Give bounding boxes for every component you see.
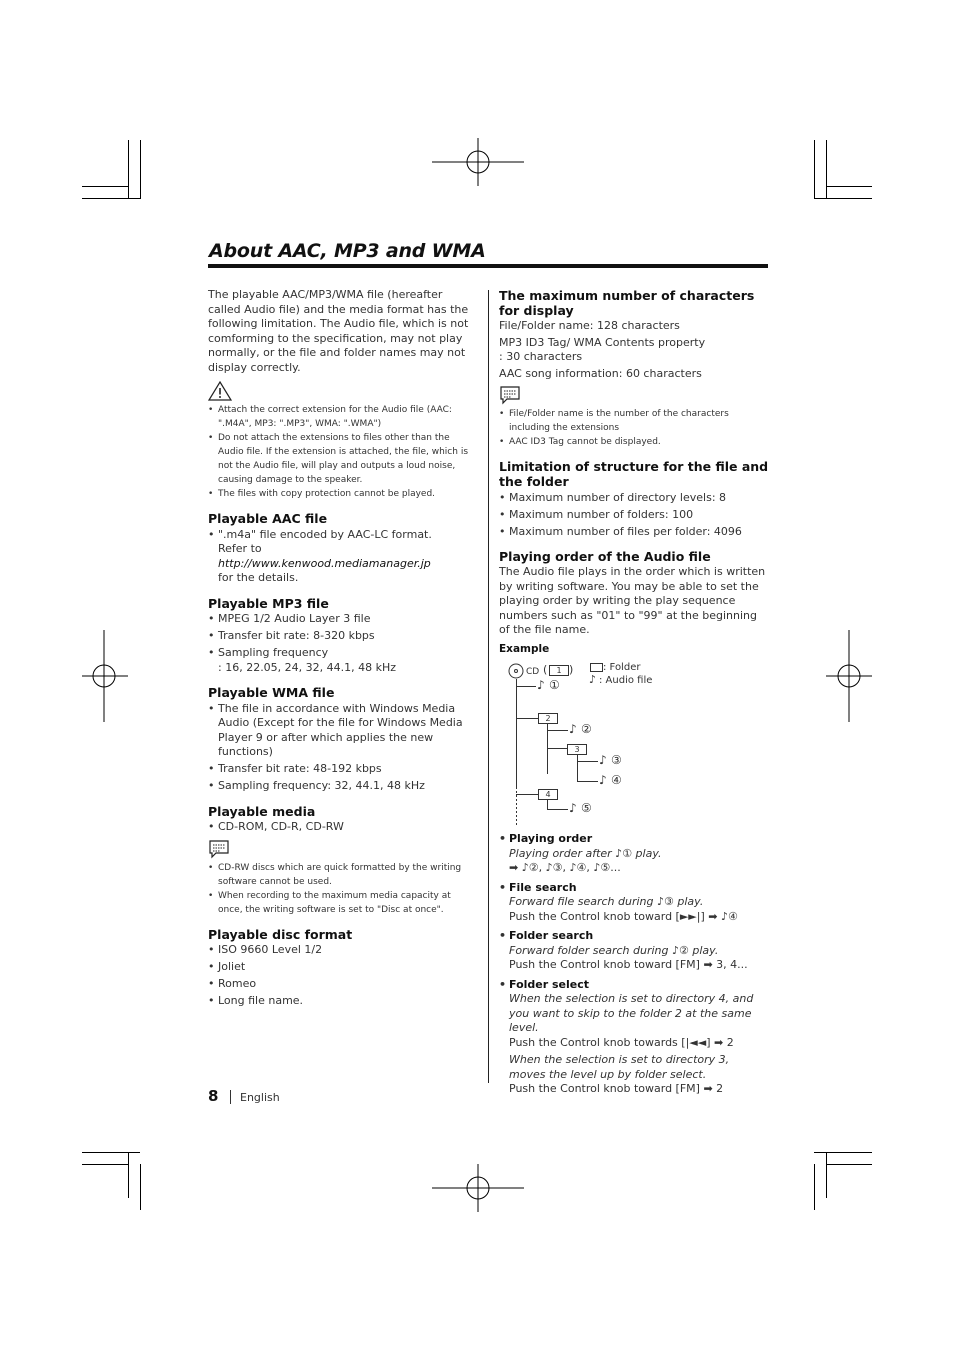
list-item: • Maximum number of directory levels: 8 xyxy=(499,491,769,506)
note-icon: ♪ xyxy=(589,673,597,686)
playing-order-text: The Audio file plays in the order which is written by writing software. You may be able to set the playing order by writing the play sequence numbers such as "01" to "99" at the beginning of the file name. xyxy=(499,565,766,636)
column-divider xyxy=(488,290,489,1083)
list-item: • Romeo xyxy=(208,977,474,992)
page-number: 8 xyxy=(208,1087,219,1105)
file-number-1: ① xyxy=(549,678,560,692)
folder-box-3: 3 xyxy=(567,744,587,755)
list-item xyxy=(499,881,769,925)
note-icon: ♪ xyxy=(569,722,577,736)
list-item: • File/Folder name is the number of the characters including the extensions xyxy=(499,407,769,435)
note-icon: ♪ xyxy=(537,678,545,692)
list-item xyxy=(499,832,769,876)
structure-list xyxy=(499,491,769,540)
list-item: • MPEG 1/2 Audio Layer 3 file xyxy=(208,612,474,627)
op-title: • Playing order xyxy=(509,832,593,845)
list-item: • Attach the correct extension for the Audio file (AAC: ".M4A", MP3: ".MP3", WMA: ".WMA") xyxy=(208,403,474,431)
list-item xyxy=(499,978,769,1097)
aac-format: ".m4a" file encoded by AAC-LC format. xyxy=(218,527,432,541)
registration-mark-bottom xyxy=(432,1164,524,1212)
list-item: • Maximum number of files per folder: 4096 xyxy=(499,525,769,540)
file-number-3: ③ xyxy=(611,753,622,767)
list-item: • Sampling frequency: 32, 44.1, 48 kHz xyxy=(208,779,474,794)
registration-mark-left xyxy=(82,630,128,722)
note-icon: ♪ xyxy=(569,801,577,815)
disc-format-list xyxy=(208,943,474,1009)
op-line: ➡ ♪②, ♪③, ♪④, ♪⑤... xyxy=(509,861,621,874)
op-title: • File search xyxy=(509,880,577,894)
sampling-values: : 16, 22.05, 24, 32, 44.1, 48 kHz xyxy=(218,660,397,674)
list-item: • Transfer bit rate: 48-192 kbps xyxy=(208,762,474,777)
list-item: • ISO 9660 Level 1/2 xyxy=(208,943,474,958)
op-line: Forward file search during ♪③ play. xyxy=(509,895,704,908)
chars-line: MP3 ID3 Tag/ WMA Contents property xyxy=(499,335,706,349)
list-item xyxy=(499,929,769,973)
list-item xyxy=(208,528,474,586)
list-item: • Long file name. xyxy=(208,994,474,1009)
folder-tree-diagram xyxy=(499,658,769,828)
op-title: • Folder search xyxy=(509,929,594,942)
refer-text: Refer to xyxy=(218,542,262,555)
paren-close: ) xyxy=(569,663,574,676)
op-line: When the selection is set to directory 3, moves the level up by folder select. xyxy=(509,1053,730,1081)
file-number-2: ② xyxy=(581,722,592,736)
kenwood-link[interactable]: http://www.kenwood.mediamanager.jp xyxy=(218,556,431,570)
op-line: Playing order after ♪① play. xyxy=(509,846,662,860)
section-heading-disc-format: Playable disc format xyxy=(208,926,353,942)
section-heading-aac: Playable AAC file xyxy=(208,511,328,526)
section-heading-wma: Playable WMA file xyxy=(208,685,335,700)
op-line: Push the Control knob towards [|◄◄] ➡ 2 xyxy=(509,1035,734,1049)
right-column xyxy=(499,288,769,1102)
op-line: Push the Control knob toward [►►|] ➡ ♪④ xyxy=(509,909,738,923)
op-title: • Folder select xyxy=(509,977,590,991)
file-number-5: ⑤ xyxy=(581,801,592,815)
caution-icon xyxy=(208,381,232,401)
list-item xyxy=(208,646,474,675)
folder-box-4: 4 xyxy=(538,789,558,800)
aac-list xyxy=(208,528,474,586)
chars-notes xyxy=(499,407,769,449)
section-heading-characters: The maximum number of characters for display xyxy=(499,288,755,318)
footer-divider xyxy=(230,1090,231,1104)
legend-file-label: : Audio file xyxy=(599,675,653,686)
mp3-list xyxy=(208,612,474,675)
list-item: • Transfer bit rate: 8-320 kbps xyxy=(208,629,474,644)
left-column xyxy=(208,288,474,1010)
list-item: • Maximum number of folders: 100 xyxy=(499,508,769,523)
section-heading-playing-order: Playing order of the Audio file xyxy=(499,549,711,564)
media-notes xyxy=(208,861,474,917)
list-item: • When recording to the maximum media capacity at once, the writing software is set to "Disc at once". xyxy=(208,889,474,917)
registration-mark-top xyxy=(432,138,524,186)
list-item: • CD-RW discs which are quick formatted by the writing software cannot be used. xyxy=(208,861,474,889)
page-title: About AAC, MP3 and WMA xyxy=(209,240,486,262)
memo-icon xyxy=(208,839,230,859)
section-heading-structure: Limitation of structure for the file and the folder xyxy=(499,459,769,489)
note-icon: ♪ xyxy=(599,773,607,787)
folder-box-2: 2 xyxy=(538,713,558,724)
cd-label: CD xyxy=(526,667,540,677)
list-item: • The files with copy protection cannot be played. xyxy=(208,487,474,501)
op-line: Push the Control knob toward [FM] ➡ 3, 4... xyxy=(509,958,748,971)
list-item: • Joliet xyxy=(208,960,474,975)
paren-open: ( xyxy=(543,663,548,676)
footer-language: English xyxy=(240,1091,280,1104)
list-item: • Do not attach the extensions to files other than the Audio file. If the extension is attached, the file, which is not the Audio file, will play and outputs a loud noise, causing damage to the speaker. xyxy=(208,431,474,487)
legend-folder-icon xyxy=(590,663,603,672)
registration-mark-right xyxy=(826,630,872,722)
sampling-label: Sampling frequency xyxy=(218,646,329,659)
media-list xyxy=(208,820,474,835)
wma-list xyxy=(208,702,474,794)
example-label: Example xyxy=(499,642,550,655)
op-line: Forward folder search during ♪② play. xyxy=(509,943,719,957)
details-text: for the details. xyxy=(218,571,299,584)
intro-text: The playable AAC/MP3/WMA file (hereafter called Audio file) and the media format has the following limitation. The Audio file, which is not comforming to the specification, may not play normally, or the file and folder names may not display correctly. xyxy=(208,288,469,374)
root-folder-box: 1 xyxy=(549,665,569,676)
memo-icon xyxy=(499,385,521,405)
caution-list xyxy=(208,403,474,501)
legend-folder-label: : Folder xyxy=(603,662,641,673)
title-rule xyxy=(208,264,768,268)
note-icon: ♪ xyxy=(599,753,607,767)
op-line: Push the Control knob toward [FM] ➡ 2 xyxy=(509,1082,724,1095)
operations-list xyxy=(499,832,769,1097)
chars-line: AAC song information: 60 characters xyxy=(499,366,702,380)
section-heading-media: Playable media xyxy=(208,803,316,819)
chars-line: File/Folder name: 128 characters xyxy=(499,319,680,332)
file-number-4: ④ xyxy=(611,773,622,787)
chars-line: : 30 characters xyxy=(499,350,583,363)
section-heading-mp3: Playable MP3 file xyxy=(208,595,329,611)
op-line: When the selection is set to directory 4, and you want to skip to the folder 2 at the same level. xyxy=(509,992,754,1034)
list-item: • CD-ROM, CD-R, CD-RW xyxy=(208,820,474,835)
list-item: • The file in accordance with Windows Media Audio (Except for the file for Windows Media Player 9 or after which applies the new functions) xyxy=(208,702,474,760)
cd-icon xyxy=(508,663,524,679)
list-item: • AAC ID3 Tag cannot be displayed. xyxy=(499,435,769,449)
